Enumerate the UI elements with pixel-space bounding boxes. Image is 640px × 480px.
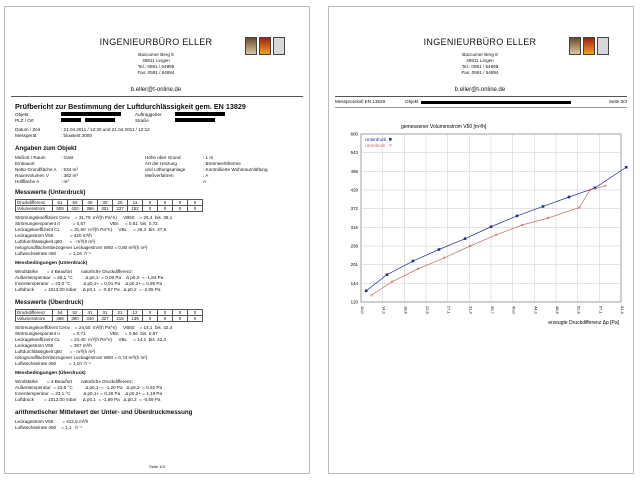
table-cell: 0 (143, 310, 158, 316)
data-point (412, 260, 415, 263)
data-point (516, 215, 519, 218)
x-tick-label: 27,1 (446, 306, 452, 314)
redacted-value (175, 112, 225, 116)
data-point (568, 196, 571, 199)
table-cell: 390 (68, 316, 83, 322)
field-label: Hüllfläche A (15, 179, 40, 184)
x-tick-label: 48,6 (555, 306, 560, 314)
result-line: netogrundflächenbezogener Leckagestrom W50 = 0,74 m³/(h m²) (15, 355, 148, 360)
result-line: Leckagekoeffizient CL = 24,40 m³/(h Pa^n) VBL = 14,1 bis 42,3 (15, 337, 167, 342)
result-line: Strömungskoeffizient Cenv = 31,70 m³/(h Pa^n) VB50 = 26,4 bis 38,1 (15, 215, 173, 220)
section-unterdruck: Messwerte (Unterdruck) (15, 189, 86, 196)
pencil-icon (569, 37, 581, 55)
meta-label: Straße (135, 118, 149, 123)
x-axis-label: erzeugte Druckdifferenz Δp [Pa] (548, 320, 619, 326)
logo-icons (569, 37, 609, 55)
messgeraet-label: Messgerät (15, 133, 37, 138)
result-line: Leckagestrom V50 = 397 m³/h (15, 343, 92, 348)
x-tick-label: 57,1 (598, 306, 604, 314)
field-value: : Kontrollierte Wohnraumlüftung (203, 167, 268, 172)
result-line: Luftdruck = 1013,00 mbar Δ p0,1 = -0,57 Pa Δ p0,2 = -2,95 Pa (15, 287, 161, 292)
field-value: : 1 m (203, 155, 214, 160)
table-cell: 0 (143, 206, 158, 212)
field-value: : 534 m² (61, 167, 78, 172)
field-label: Einbauort (15, 161, 35, 166)
y-tick-label: 201 (350, 262, 358, 268)
table-cell: 61 (53, 200, 68, 206)
divider (335, 107, 627, 108)
volumenstrom-chart (329, 112, 634, 332)
legend-label: Unterdruck (365, 137, 387, 142)
redacted-value (61, 118, 81, 122)
field-label: Meßort / Raum (15, 155, 46, 160)
y-tick-label: 543 (350, 150, 358, 156)
x-tick-label: 22,9 (425, 306, 430, 314)
object-meta (15, 112, 225, 139)
chart-title: gemessener Volumenstrom V50 [m³/h] (401, 124, 487, 130)
company-address (405, 52, 555, 76)
table-cell: 41 (83, 310, 98, 316)
field-value: : Gast (61, 155, 74, 160)
table-cell: 0 (188, 206, 203, 212)
field-label: Netto-Grundfläche A (15, 167, 57, 172)
data-point (386, 273, 389, 276)
address-street: Baccumer Berg 8 (138, 52, 174, 57)
address-street: Baccumer Berg 8 (462, 52, 498, 57)
page-footer: Seite 1/3 (149, 464, 165, 469)
company-name: INGENIEURBÜRO ELLER (423, 37, 537, 47)
data-point (438, 248, 441, 251)
field-value: : A (203, 173, 209, 178)
table-cell: 340 (83, 316, 98, 322)
y-tick-label: 429 (350, 187, 358, 193)
section-ueberdruck: Messwerte (Überdruck) (15, 299, 84, 306)
table-cell: 52 (68, 310, 83, 316)
table-cell: 50 (68, 200, 83, 206)
y-tick-label: 258 (350, 243, 358, 249)
meta-label: Auftraggeber (135, 112, 162, 117)
fire-icon (583, 37, 595, 55)
table-cell: 20 (113, 200, 128, 206)
field-label: Meßverfahren (145, 173, 174, 178)
x-tick-label: 35,7 (490, 306, 495, 314)
row-label: Druckdifferenz (16, 200, 53, 206)
x-tick-label: 44,3 (533, 306, 539, 314)
y-tick-label: 486 (350, 168, 358, 174)
building-icon (273, 37, 285, 55)
datum-label: Datum / Zeit (15, 127, 41, 132)
meta-label: Objekt (15, 112, 29, 117)
y-tick-label: 600 (350, 131, 358, 137)
x-tick-label: 31,4 (468, 306, 474, 314)
redacted-value (175, 118, 215, 122)
subsection-messbedingungen-unter: Messbedingungen (Unterdruck) (15, 261, 88, 266)
unterdruck-results (15, 215, 172, 257)
table-cell: 11 (128, 200, 143, 206)
field-value: : 362 m³ (61, 173, 78, 178)
objekt-right (145, 155, 268, 185)
data-point (464, 237, 467, 240)
result-line: Leckagestrom V50 = 412,5 m³/h (15, 419, 89, 424)
table-cell: 327 (98, 316, 113, 322)
result-line: Innentemperatur = 23,1 °C Δ p0,1+ = 0,26 Pa Δ p0,2+ = 1,19 Pa (15, 391, 163, 396)
table-cell: 301 (98, 206, 113, 212)
table-cell: 54 (53, 310, 68, 316)
result-line: Luftwechselrate n50 = 1,16 h⁻¹ (15, 251, 91, 256)
result-line: Windstärke = 4 Beaufort natürliche Druckdifferenz: (15, 269, 134, 274)
table-cell: 21 (113, 310, 128, 316)
x-tick-label: 14,3 (381, 306, 387, 314)
table-cell: 420 (68, 206, 83, 212)
table-row (16, 206, 203, 212)
result-line: Strömungsexponent n = 0,67 VBn = 0,61 bis 0,72 (15, 221, 158, 226)
logo-icons (245, 37, 285, 55)
mittelwert-values (15, 419, 88, 431)
y-tick-label: 144 (350, 280, 358, 286)
address-city: 49811 Lingen (142, 58, 170, 63)
objekt-label: Objekt (405, 99, 419, 104)
divider (11, 96, 303, 97)
field-label (145, 179, 203, 185)
address-fax: Fax: 0591 / 54894 (137, 70, 175, 75)
datum-value: : 21.04.2011 / 12:30 und 21.04.2011 / 12:12 (61, 127, 150, 132)
table-cell: 139 (128, 316, 143, 322)
field-label: Raumvolumen V (15, 173, 49, 178)
result-line: Leckagestrom V50 = 420 m³/h (15, 233, 92, 238)
x-tick-label: 18,6 (403, 306, 409, 314)
x-tick-label: 52,9 (576, 306, 582, 314)
result-line: Außentemperatur = 23,6 °C Δ p0,1- = -1,20 Pa Δ p0,2- = 0,92 Pa (15, 385, 163, 390)
meta-label: PLZ / Ort (15, 118, 34, 123)
section-mittelwert: arithmetischer Mittelwert der Unter- und Überdruckmessung (15, 409, 193, 416)
result-line: Strömungsexponent n = 0,71 VBn = 0,56 bis 0,87 (15, 331, 158, 336)
x-tick-label: 10,0 (360, 306, 365, 314)
table-cell: 0 (143, 316, 158, 322)
table-cell: 0 (158, 206, 173, 212)
y-tick-label: 315 (350, 224, 358, 230)
redacted-value (421, 101, 571, 104)
company-email: b.eller@t-online.de (454, 87, 506, 93)
table-row (16, 316, 203, 322)
address-tel: Tel.: 0591 / 54995 (137, 64, 175, 69)
objekt-left (15, 155, 78, 185)
table-cell: 0 (173, 200, 188, 206)
row-label: Volumenstrom (16, 206, 53, 212)
result-line: Luftdurchlässigkeit q50 = - m³/(h m²) (15, 239, 96, 244)
table-cell: 0 (143, 200, 158, 206)
result-line: netogrundflächenbezogener Leckagestrom W50 = 0,80 m³/(h m²) (15, 245, 148, 250)
table-cell: 12 (128, 310, 143, 316)
data-point (625, 166, 628, 169)
messbedingungen-unter (15, 269, 163, 293)
table-cell: 0 (158, 310, 173, 316)
field-label: Höhe über Grund (145, 155, 181, 160)
subsection-messbedingungen-ueber: Messbedingungen (Überdruck) (15, 371, 86, 376)
table-cell: 0 (173, 310, 188, 316)
address-tel: Tel.: 0591 / 54995 (461, 64, 499, 69)
field-label: Art der Heizung (145, 161, 177, 166)
section-objekt: Angaben zum Objekt (15, 145, 77, 152)
report-title: Prüfbericht zur Bestimmung der Luftdurchlässigkeit gem. EN 13829 (15, 102, 246, 111)
result-line: Strömungskoeffizient Cenv = 24,50 m³/(h Pa^n) VB50 = 14,1 bis 42,4 (15, 325, 173, 330)
result-line: Leckagekoeffizient CL = 31,50 m³/(h Pa^n) VBL = 26,3 bis 37,8 (15, 227, 167, 232)
messgeraet-value: : blowtest 3000 (61, 133, 92, 138)
result-line: Luftdruck = 1013,00 mbar Δ p0,1 = -1,69 Pa Δ p0,2 = -0,59 Pa (15, 397, 161, 402)
ueberdruck-results (15, 325, 172, 367)
data-point (542, 205, 545, 208)
pencil-icon (245, 37, 257, 55)
table-cell: 0 (188, 316, 203, 322)
company-name: INGENIEURBÜRO ELLER (99, 37, 213, 47)
protocol-bar (335, 99, 627, 105)
divider (335, 96, 627, 97)
data-point (365, 290, 368, 293)
result-line: Luftdurchlässigkeit q50 = - m³/(h m²) (15, 349, 96, 354)
report-page-2 (328, 6, 634, 474)
redacted-value (61, 112, 121, 116)
company-address (81, 52, 231, 76)
legend-label: Überdruck (365, 143, 386, 148)
result-line: Luftwechselrate n50 = 1,10 h⁻¹ (15, 361, 91, 366)
table-cell: 31 (98, 310, 113, 316)
table-cell: 215 (113, 316, 128, 322)
table-cell: 152 (128, 206, 143, 212)
table-cell: 0 (158, 200, 173, 206)
table-cell: 0 (173, 206, 188, 212)
table-cell: 366 (83, 206, 98, 212)
page-number: Seite 3/3 (608, 99, 627, 104)
table-cell: 0 (158, 316, 173, 322)
messbedingungen-ueber (15, 379, 162, 403)
result-line: Außentemperatur = 25,1 °C Δ p0,1- = 0,00 Pa Δ p0,2- = -1,84 Pa (15, 275, 164, 280)
x-tick-label: 61,4 (620, 306, 625, 314)
company-email: b.eller@t-online.de (130, 87, 182, 93)
table-cell: 0 (188, 310, 203, 316)
data-point (490, 225, 493, 228)
redacted-value (85, 118, 115, 122)
field-value: : Brennwerttherme (203, 161, 241, 166)
table-cell: 237 (113, 206, 128, 212)
field-value: : m² (61, 179, 69, 184)
address-city: 49811 Lingen (466, 58, 494, 63)
result-line: Windstärke = 4 Beaufort natürliche Druckdifferenz: (15, 379, 134, 384)
row-label: Volumenstrom (16, 316, 53, 322)
row-label: Druckdifferenz (16, 310, 53, 316)
y-tick-label: 372 (350, 206, 358, 212)
table-cell: 0 (188, 200, 203, 206)
protocol-label: Messprotokoll EN 13829 (335, 99, 386, 104)
legend-marker (389, 138, 392, 141)
address-fax: Fax: 0591 / 54894 (461, 70, 499, 75)
ueberdruck-table (15, 309, 203, 322)
report-page-1 (4, 6, 310, 474)
table-cell: 0 (173, 316, 188, 322)
result-line: Innentemperatur = 23,0 °C Δ p0,1+ = 0,91 Pa Δ p0,2+ = 0,95 Pa (15, 281, 163, 286)
building-icon (597, 37, 609, 55)
table-cell: 509 (53, 206, 68, 212)
x-tick-label: 40,0 (511, 306, 517, 314)
table-cell: 40 (83, 200, 98, 206)
result-line: Luftwechselrate n50 = 1,1 h⁻¹ (15, 425, 82, 430)
table-cell: 30 (98, 200, 113, 206)
y-tick-label: 120 (350, 299, 358, 305)
field-value: A (203, 179, 207, 184)
table-cell: 468 (53, 316, 68, 322)
fire-icon (259, 37, 271, 55)
field-label: und Lüftungsanlage (145, 167, 186, 172)
unterdruck-table (15, 199, 203, 212)
